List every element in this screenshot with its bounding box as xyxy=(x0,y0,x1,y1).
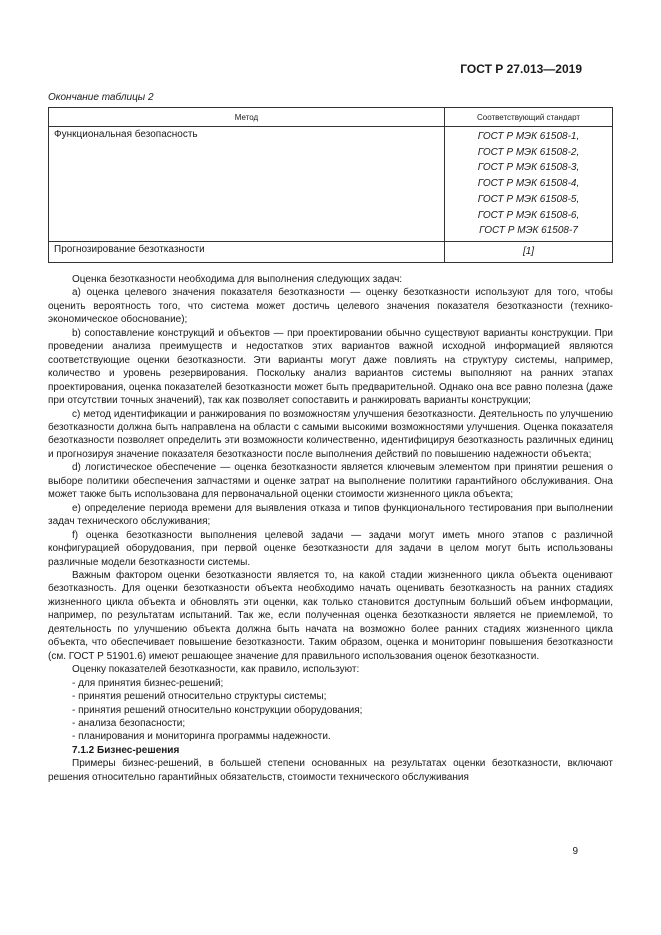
table-row xyxy=(49,241,613,262)
standard-ref: ГОСТ Р МЭК 61508-3, xyxy=(477,162,580,174)
standard-ref: ГОСТ Р МЭК 61508-1, xyxy=(477,131,580,142)
standard-ref: ГОСТ Р МЭК 61508-2, xyxy=(477,146,580,158)
method-cell: Прогнозирование безотказности xyxy=(49,241,445,262)
standards-cell xyxy=(445,241,613,262)
column-header-method: Метод xyxy=(49,108,445,127)
table-caption: Окончание таблицы 2 xyxy=(48,92,154,103)
paragraph: c) метод идентификации и ранжирования по возможностям улучшения безотказности. Деятельность по улучшению безотказности должна быть направлена на области с самыми высокими возможностями улучшения. Оценка показателя безотказности позволяет определить эти возможности количественно, идентифицируя безотказность различных единиц и прогнозируя значение показателя безотказности после выполнения действий по повышению надежности объекта; xyxy=(48,408,613,460)
paragraph: Примеры бизнес-решений, в большей степени основанных на результатах оценки безотказности, включают решения относительно гарантийных обязательств, стоимости технического обслуживания xyxy=(48,758,613,783)
standards-table xyxy=(48,107,613,263)
column-header-standard: Соответствующий стандарт xyxy=(445,108,613,127)
paragraph: b) сопоставление конструкций и объектов — при проектировании обычно существуют варианты конструкции. При проведении анализа преимуществ и недостатков этих вариантов важной исходной информацией являются соответствующие оценки безотказности. Эти варианты могут даже повлиять на структуру системы, например, количество и уровень резервирования. Поскольку анализ вариантов системы выполняют на ранних этапах проектирования, оценка показателей безотказности может быть предварительной. Однако она все равно полезна (даже при отсутствии точных значений), так как позволяет сопоставить и ранжировать варианты конструкции; xyxy=(48,327,613,407)
list-item: - для принятия бизнес-решений; xyxy=(72,677,224,689)
page-number: 9 xyxy=(572,846,578,857)
paragraph: Оценку показателей безотказности, как правило, используют: xyxy=(72,664,360,676)
standard-ref: ГОСТ Р МЭК 61508-7 xyxy=(479,225,578,237)
section-heading: 7.1.2 Бизнес-решения xyxy=(72,744,180,756)
paragraph: Важным фактором оценки безотказности является то, на какой стадии жизненного цикла объекта оценивают безотказность. Для оценки безотказности объекта необходимо начать оценивать безотказность на ранних стадиях жизненного цикла объекта и обновлять эти оценки, как только становится доступным больший объем информации, например, по результатам испытаний. Так же, если полученная оценка безотказности является не приемлемой, то деятельность по улучшению объекта должна быть начата на возможно более ранних стадиях жизненного цикла объекта, что обеспечивает повышение безотказности. Таким образом, оценка и мониторинг повышения безотказности (см. ГОСТ Р 51901.6) имеют решающее значение для правильного использования оценок безотказности. xyxy=(48,569,613,662)
method-cell: Функциональная безопасность xyxy=(49,127,445,242)
paragraph: e) определение периода времени для выявления отказа и типов функционального тестирования при выполнении задач технического обслуживания; xyxy=(48,502,613,528)
paragraph: Оценка безотказности необходима для выполнения следующих задач: xyxy=(72,274,403,285)
paragraph: d) логистическое обеспечение — оценка безотказности является ключевым элементом при принятии решения о выборе политики обеспечения запчастями и оценке затрат на выполнение политики гарантийного обслуживания. Она может также быть использована для первоначальной оценки стоимости жизненного цикла объекта; xyxy=(48,462,613,501)
document-code: ГОСТ Р 27.013—2019 xyxy=(460,62,582,76)
standard-ref: [1] xyxy=(522,245,535,257)
standard-ref: ГОСТ Р МЭК 61508-4, xyxy=(477,178,580,190)
list-item: - анализа безопасности; xyxy=(72,717,186,729)
list-item: - планирования и мониторинга программы надежности. xyxy=(72,731,331,743)
standards-cell xyxy=(445,127,613,242)
list-item: - принятия решений относительно конструкции оборудования; xyxy=(72,704,363,716)
body-text xyxy=(48,273,613,784)
list-item: - принятия решений относительно структуры системы; xyxy=(72,691,327,703)
table-header-row xyxy=(49,108,613,127)
standard-ref: ГОСТ Р МЭК 61508-5, xyxy=(477,193,580,205)
standard-ref: ГОСТ Р МЭК 61508-6, xyxy=(477,209,580,221)
paragraph: а) оценка целевого значения показателя безотказности — оценку безотказности используют для того, чтобы оценить вероятность того, что система может достичь целевого значения показателя безотказности (технико-экономическое обоснование); xyxy=(48,287,613,326)
table-row xyxy=(49,127,613,242)
paragraph: f) оценка безотказности выполнения целевой задачи — задачи могут иметь много этапов с различной конфигурацией оборудования, при первой оценке безотказности для задачи в целом могут быть использованы различные модели безотказности системы. xyxy=(48,529,613,568)
